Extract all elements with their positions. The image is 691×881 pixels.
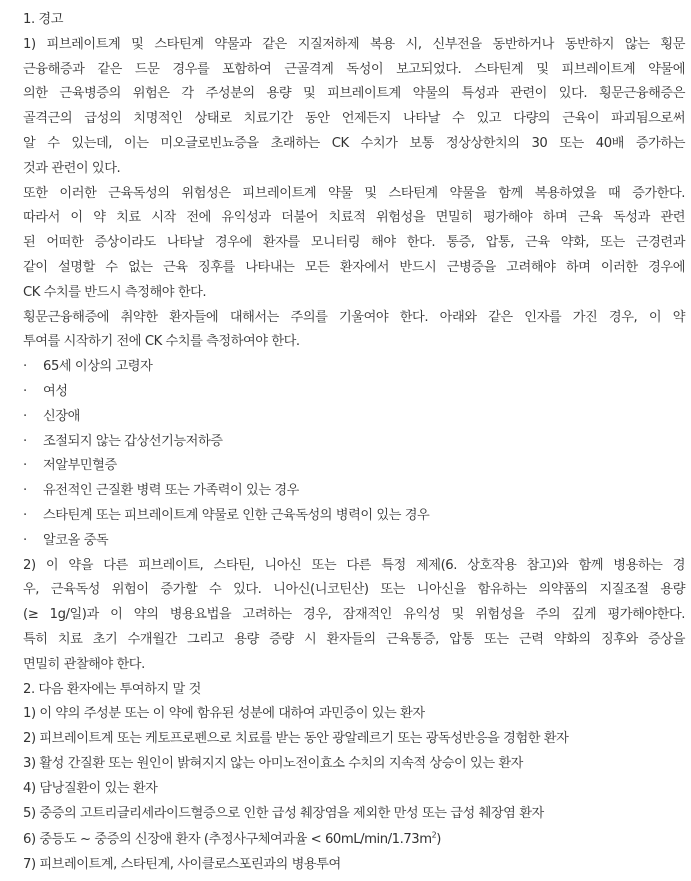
list-item: 2) 피브레이트계 또는 케토프로펜으로 치료를 받는 동안 광알레르기 또는 광독성반응을 경험한 환자 — [23, 731, 569, 747]
list-item: 4) 담낭질환이 있는 환자 — [23, 780, 158, 796]
list-item — [23, 479, 685, 504]
section-heading-contraindications: 2. 다음 환자에는 투여하지 말 것 — [23, 681, 201, 697]
list-item — [23, 504, 685, 529]
warning-paragraph-1 — [23, 33, 685, 182]
text-line: 것과 관련이 있다. — [23, 160, 121, 176]
bullet-mark: · — [23, 483, 27, 499]
list-item — [23, 828, 685, 853]
warning-paragraph-2 — [23, 182, 685, 306]
text-line: 된 어떠한 증상이라도 나타날 경우에 환자를 모니터링 해야 한다. 통증, 압통, 근육 약화, 또는 근경련과 — [23, 235, 685, 251]
list-item — [23, 454, 685, 479]
text-line: 1) 피브레이트계 및 스타틴계 약물과 같은 지질저하제 복용 시, 신부전을 동반하거나 동반하지 않는 횡문 — [23, 36, 685, 52]
text-line: 골격근의 급성의 치명적인 상태로 치료기간 동안 언제든지 나타날 수 있고 다량의 근육이 파괴됨으로써 — [23, 111, 685, 127]
list-item — [23, 380, 685, 405]
text-line: 같이 설명할 수 없는 근육 징후를 나타내는 모든 환자에서 반드시 근병증을 고려해야 하며 이러한 경우에 — [23, 259, 685, 275]
list-item-text: 조절되지 않는 갑상선기능저하증 — [43, 433, 223, 449]
list-item-text: 스타틴계 또는 피브레이트계 약물로 인한 근육독성의 병력이 있는 경우 — [43, 507, 430, 523]
risk-factor-list — [23, 355, 685, 553]
superscript: 2 — [431, 830, 437, 840]
text-line: 우, 근육독성 위험이 증가할 수 있다. 니아신(니코틴산) 또는 니아신을 함유하는 의약품의 지질조절 용량 — [23, 582, 685, 598]
text-line: CK 수치를 반드시 측정해야 한다. — [23, 284, 207, 300]
list-item-text: 저알부민혈증 — [43, 458, 117, 474]
text-line: 횡문근융해증에 취약한 환자들에 대해서는 주의를 기울여야 한다. 아래와 같은 인자를 가진 경우, 이 약 — [23, 309, 685, 325]
list-item — [23, 405, 685, 430]
bullet-mark: · — [23, 359, 27, 375]
warning-paragraph-4 — [23, 554, 685, 678]
bullet-mark: · — [23, 532, 27, 548]
contraindication-list — [23, 702, 685, 878]
list-item-text: 신장애 — [43, 408, 80, 424]
list-item: 1) 이 약의 주성분 또는 이 약에 함유된 성분에 대하여 과민증이 있는 환자 — [23, 706, 425, 722]
list-item-text: 6) 중등도 ~ 중증의 신장애 환자 (추정사구체여과율 < 60mL/min/1.73m — [23, 832, 432, 848]
list-item-text: 65세 이상의 고령자 — [43, 359, 153, 375]
text-line: 따라서 이 약 치료 시작 전에 유익성과 더불어 치료적 위험성을 면밀히 평가해야 하며 근육 독성과 관련 — [23, 210, 685, 226]
text-line: 알 수 있는데, 이는 미오글로빈뇨증을 초래하는 CK 수치가 보통 정상상한치의 30 또는 40배 증가하는 — [23, 135, 685, 151]
list-item — [23, 529, 685, 554]
text-line: 2) 이 약을 다른 피브레이트, 스타틴, 니아신 또는 다른 특정 제제(6. 상호작용 참고)와 함께 병용하는 경 — [23, 557, 685, 573]
list-item — [23, 430, 685, 455]
text-line: (≥ 1g/일)과 이 약의 병용요법을 고려하는 경우, 잠재적인 유익성 및 위험성을 주의 깊게 평가해야한다. — [23, 607, 685, 623]
list-item — [23, 355, 685, 380]
bullet-mark: · — [23, 507, 27, 523]
bullet-mark: · — [23, 408, 27, 424]
text-line: 또한 이러한 근육독성의 위험성은 피브레이트계 약물 및 스타틴계 약물을 함께 복용하였을 때 증가한다. — [23, 185, 685, 201]
list-item-text: 알코올 중독 — [43, 532, 109, 548]
bullet-mark: · — [23, 458, 27, 474]
text-line: 의한 근육병증의 위험은 각 주성분의 용량 및 피브레이트계 약물의 특성과 관련이 있다. 횡문근융해증은 — [23, 86, 685, 102]
text-line: 투여를 시작하기 전에 CK 수치를 측정하여야 한다. — [23, 334, 300, 350]
list-item: 5) 중증의 고트리글리세라이드혈증으로 인한 급성 췌장염을 제외한 만성 또는 급성 췌장염 환자 — [23, 805, 544, 821]
text-line: 면밀히 관찰해야 한다. — [23, 656, 145, 672]
warning-paragraph-3 — [23, 306, 685, 356]
list-item: 7) 피브레이트계, 스타틴계, 사이클로스포린과의 병용투여 — [23, 857, 341, 873]
document-body — [23, 8, 685, 878]
text-line: 특히 치료 초기 수개월간 그리고 용량 증량 시 환자들의 근육통증, 압통 또는 근력 약화의 징후와 증상을 — [23, 631, 685, 647]
list-item-text: 유전적인 근질환 병력 또는 가족력이 있는 경우 — [43, 483, 299, 499]
section-heading-warning: 1. 경고 — [23, 12, 64, 27]
list-item: 3) 활성 간질환 또는 원인이 밝혀지지 않는 아미노전이효소 수치의 지속적 상승이 있는 환자 — [23, 755, 523, 771]
text-line: 근융해증과 같은 드문 경우를 포함하여 근골격계 독성이 보고되었다. 스타틴계 및 피브레이트계 약물에 — [23, 61, 685, 77]
list-item-text-end: ) — [436, 832, 441, 848]
bullet-mark: · — [23, 433, 27, 449]
bullet-mark: · — [23, 383, 27, 399]
list-item-text: 여성 — [43, 383, 68, 399]
